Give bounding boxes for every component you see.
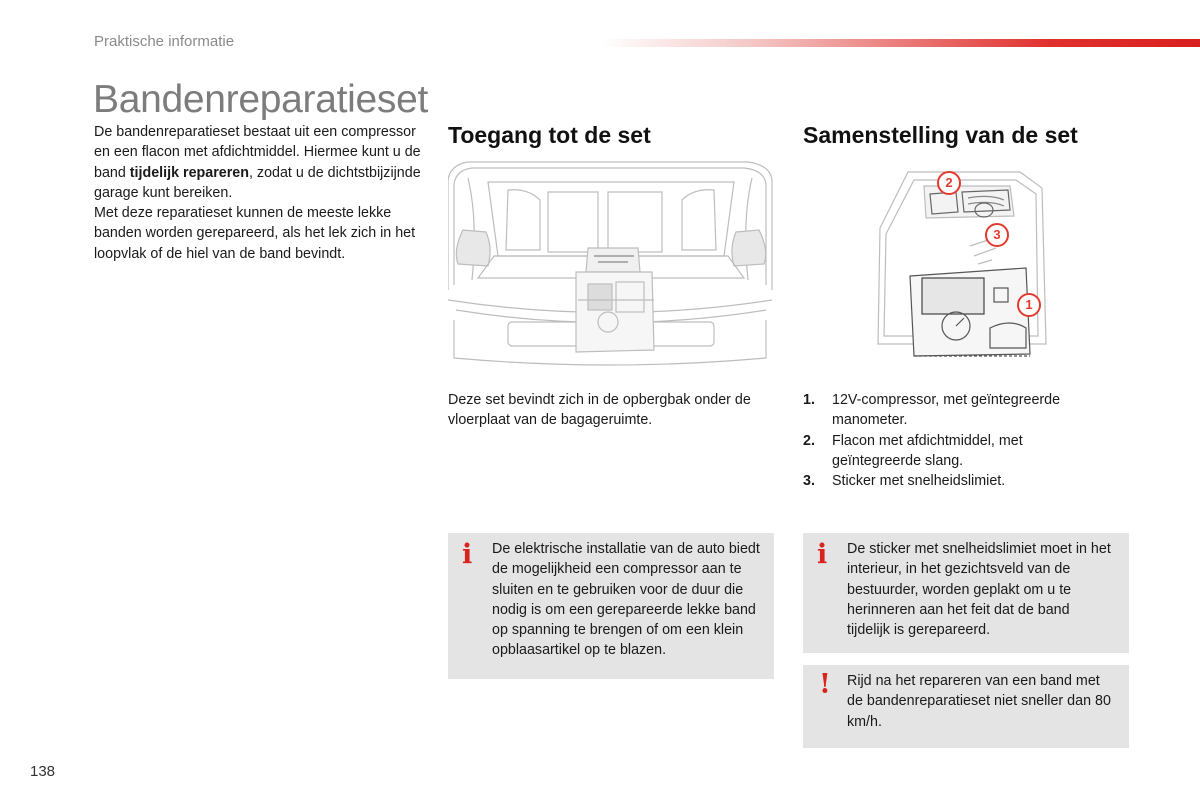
access-caption: Deze set bevindt zich in de opbergbak onder de vloerplaat van de bagageruimte.: [448, 392, 751, 429]
repair-kit-illustration: [870, 168, 1066, 360]
list-item: [803, 471, 1103, 491]
page-title: Bandenreparatieset: [93, 78, 429, 121]
list-item-text: Sticker met snelheidslimiet.: [832, 473, 1006, 490]
list-item-text: Flacon met afdichtmiddel, met geïntegreerde slang.: [832, 432, 1023, 469]
list-item: [803, 431, 1103, 472]
composition-heading: Samenstelling van de set: [803, 122, 1078, 148]
header-accent-bar: [600, 39, 1200, 47]
callout-2: 2: [937, 171, 961, 195]
warning-box-text: Rijd na het repareren van een band met de bandenreparatieset niet sneller dan 80 km/h.: [847, 673, 1111, 730]
intro-paragraph-2: Met deze reparatieset kunnen de meeste lekke banden worden gerepareerd, als het lek zich in het loopvlak of de hiel van de band bevindt.: [94, 205, 416, 262]
list-item-number: 3.: [803, 473, 815, 490]
info-box-sticker: [803, 533, 1129, 653]
section-label: Praktische informatie: [94, 33, 235, 50]
list-item-number: 2.: [803, 432, 815, 449]
info-box-compressor: [448, 533, 774, 679]
list-item-number: 1.: [803, 392, 815, 408]
list-item: [803, 390, 1103, 431]
access-heading: Toegang tot de set: [448, 122, 651, 148]
info-icon: i: [462, 539, 473, 570]
info-box-text: De elektrische installatie van de auto biedt de mogelijkheid een compressor aan te sluiten en te gebruiken voor de duur die nodig is om een gerepareerde lekke band op spanning te brengen of om een klein opblaasartikel op te blazen.: [492, 541, 760, 659]
intro-paragraph-1: [94, 122, 424, 203]
list-item-text: 12V-compressor, met geïntegreerde manometer.: [832, 392, 1061, 429]
intro-text-part: , zodat u de dichtstbijzijnde garage kunt bereiken.: [94, 164, 421, 201]
composition-list: [803, 390, 1103, 491]
intro-emphasis: tijdelijk repareren: [129, 164, 249, 181]
intro-text-part: De bandenreparatieset bestaat uit een compressor en een flacon met afdichtmiddel. Hiermee kunt u de band: [94, 124, 421, 181]
callout-3: 3: [985, 223, 1009, 247]
callout-1: 1: [1017, 293, 1041, 317]
warning-box-speed: [803, 665, 1129, 748]
info-icon: i: [817, 539, 828, 570]
info-box-text: De sticker met snelheidslimiet moet in het interieur, in het gezichtsveld van de bestuurder, worden geplakt om u te herinneren aan het feit dat de band tijdelijk is gerepareerd.: [847, 541, 1111, 639]
page-number: 138: [30, 763, 56, 780]
car-trunk-illustration: [448, 160, 774, 375]
intro-text: [94, 122, 424, 264]
warning-icon: !: [819, 669, 831, 700]
